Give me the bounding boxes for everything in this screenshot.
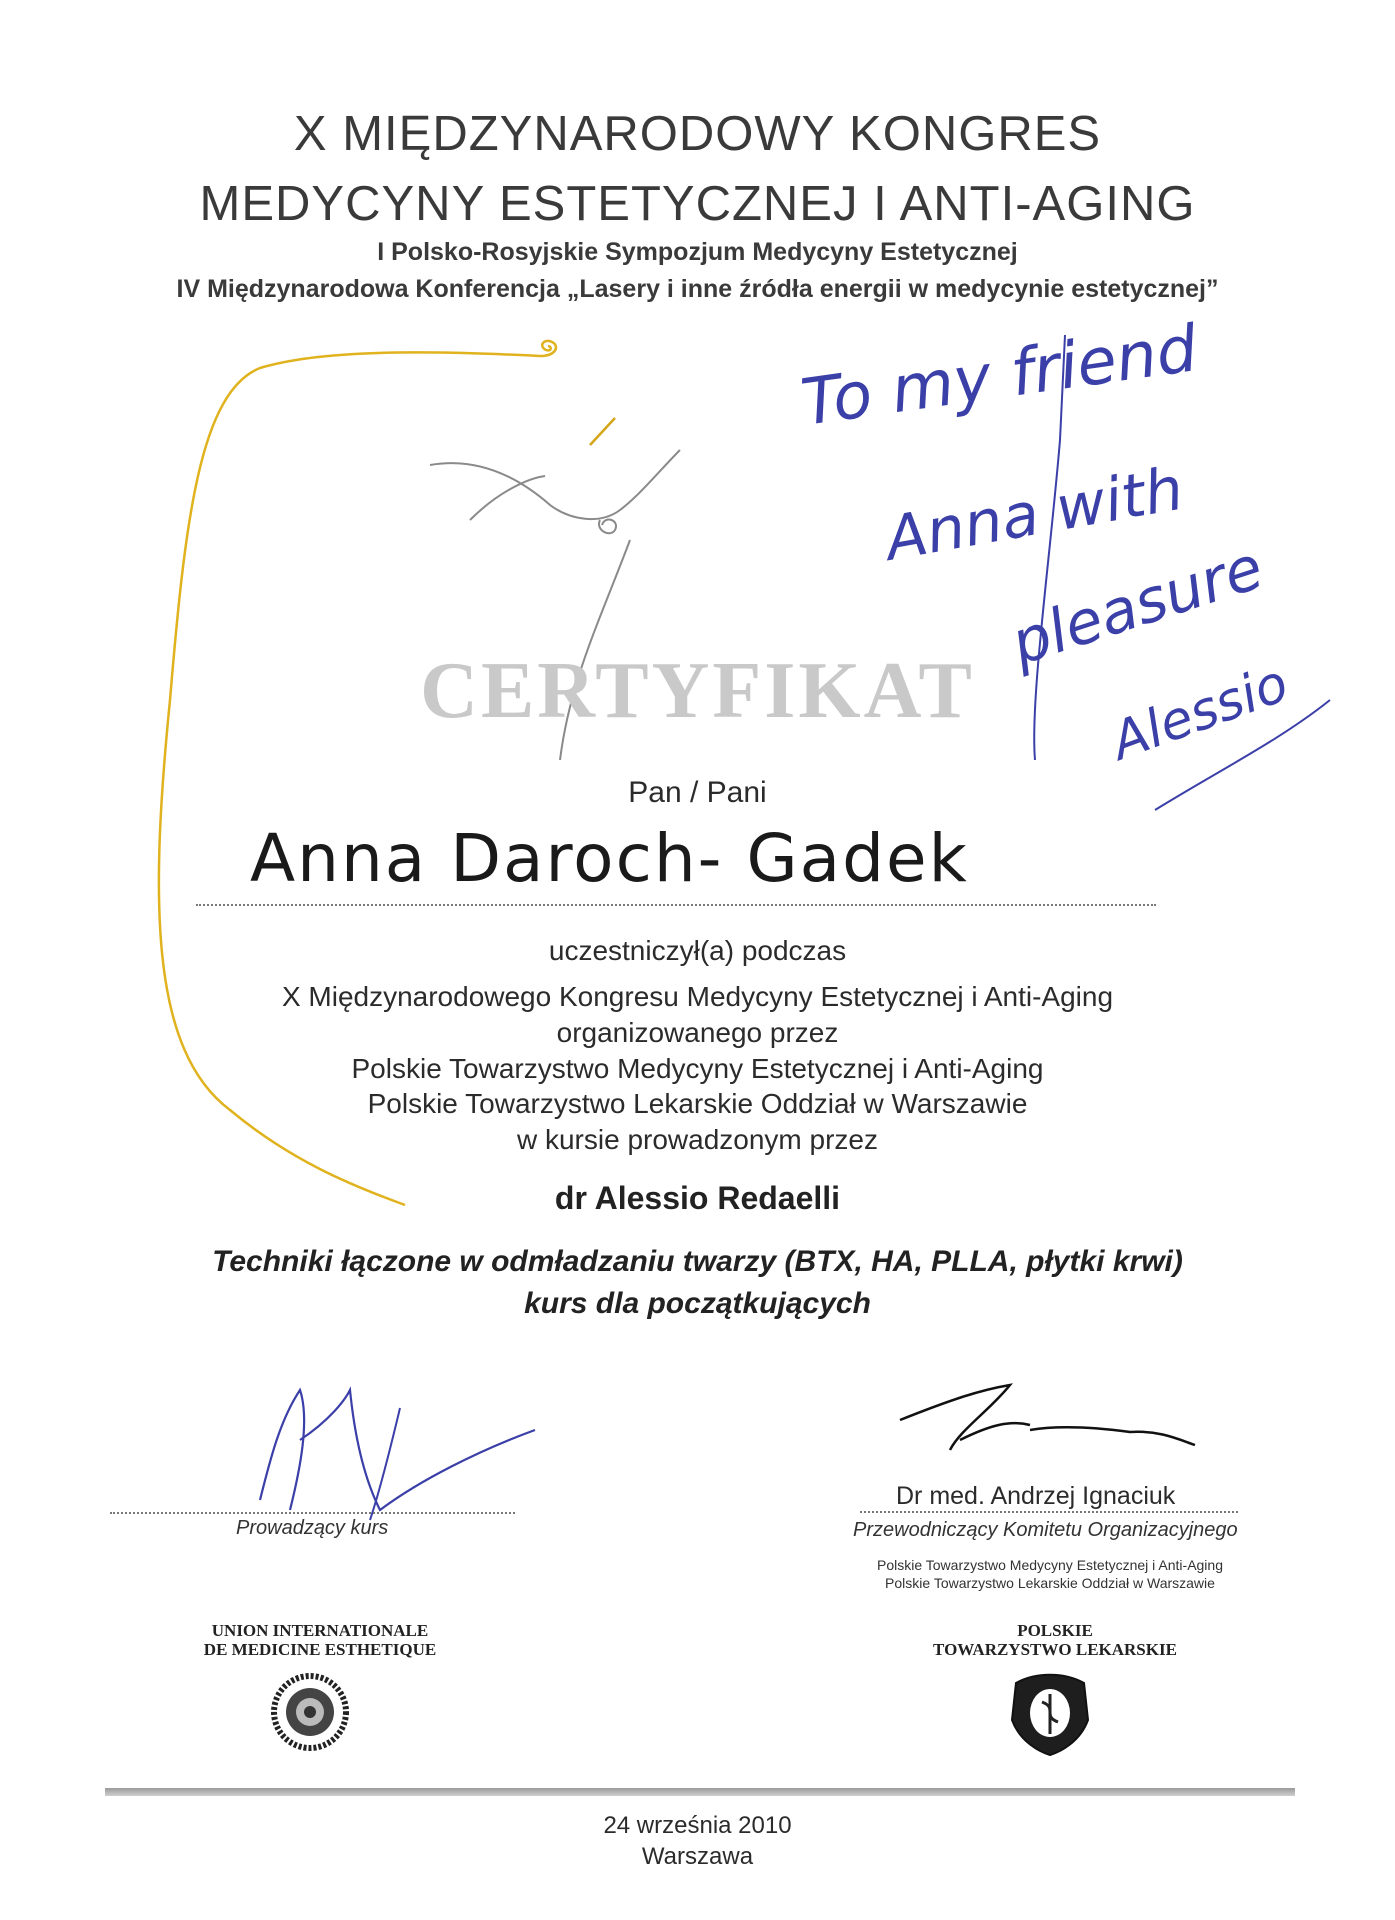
body-line: uczestniczył(a) podczas [548,935,847,966]
handwritten-line: pleasure [1003,532,1272,680]
handwritten-line: Anna with [880,453,1189,575]
issue-date: 24 września 2010 [603,1812,792,1839]
ptl-name-line2: TOWARZYSTWO LEKARSKIE [933,1640,1177,1659]
conference-subtitle: IV Międzynarodowa Konferencja „Lasery i inne źródła energii w medycynie estetycznej” [176,275,1219,303]
congress-title-line2: MEDYCYNY ESTETYCZNEJ I ANTI-AGING [199,177,1196,231]
body-line: organizowanego przez [556,1017,839,1048]
certificate-heading: CERTYFIKAT [420,647,975,735]
congress-title-line1: X MIĘDZYNARODOWY KONGRES [293,107,1102,161]
issue-city: Warszawa [641,1843,754,1870]
chairman-org-line: Polskie Towarzystwo Medycyny Estetycznej i Anti-Aging [877,1557,1223,1573]
handwritten-line: Alessio [1103,653,1296,773]
course-title: Techniki łączone w odmładzaniu twarzy (BTX, HA, PLLA, płytki krwi) [212,1245,1183,1278]
lecturer-caption: Prowadzący kurs [236,1517,389,1539]
uime-name-line2: DE MEDICINE ESTHETIQUE [203,1640,437,1659]
ptl-name-line1: POLSKIE [1017,1621,1093,1640]
body-line: X Międzynarodowego Kongresu Medycyny Estetycznej i Anti-Aging [281,981,1114,1012]
lecturer-name: dr Alessio Redaelli [554,1180,841,1216]
handwritten-line: To my friend [796,312,1202,441]
symposium-subtitle: I Polsko-Rosyjskie Sympozjum Medycyny Estetycznej [377,238,1018,266]
body-line: Polskie Towarzystwo Lekarskie Oddział w Warszawie [367,1088,1028,1119]
body-line: w kursie prowadzonym przez [516,1124,879,1155]
course-level: kurs dla początkujących [524,1287,871,1320]
footer-rule [105,1788,1295,1796]
chairman-name: Dr med. Andrzej Ignaciuk [896,1482,1176,1510]
recipient-name: Anna Daroch- Gadek [250,820,969,897]
uime-name-line1: UNION INTERNATIONALE [211,1621,429,1640]
body-line: Polskie Towarzystwo Medycyny Estetycznej i Anti-Aging [351,1053,1044,1084]
salutation: Pan / Pani [628,776,767,809]
chairman-org-line: Polskie Towarzystwo Lekarskie Oddział w Warszawie [885,1575,1215,1591]
chairman-caption: Przewodniczący Komitetu Organizacyjnego [853,1519,1238,1541]
